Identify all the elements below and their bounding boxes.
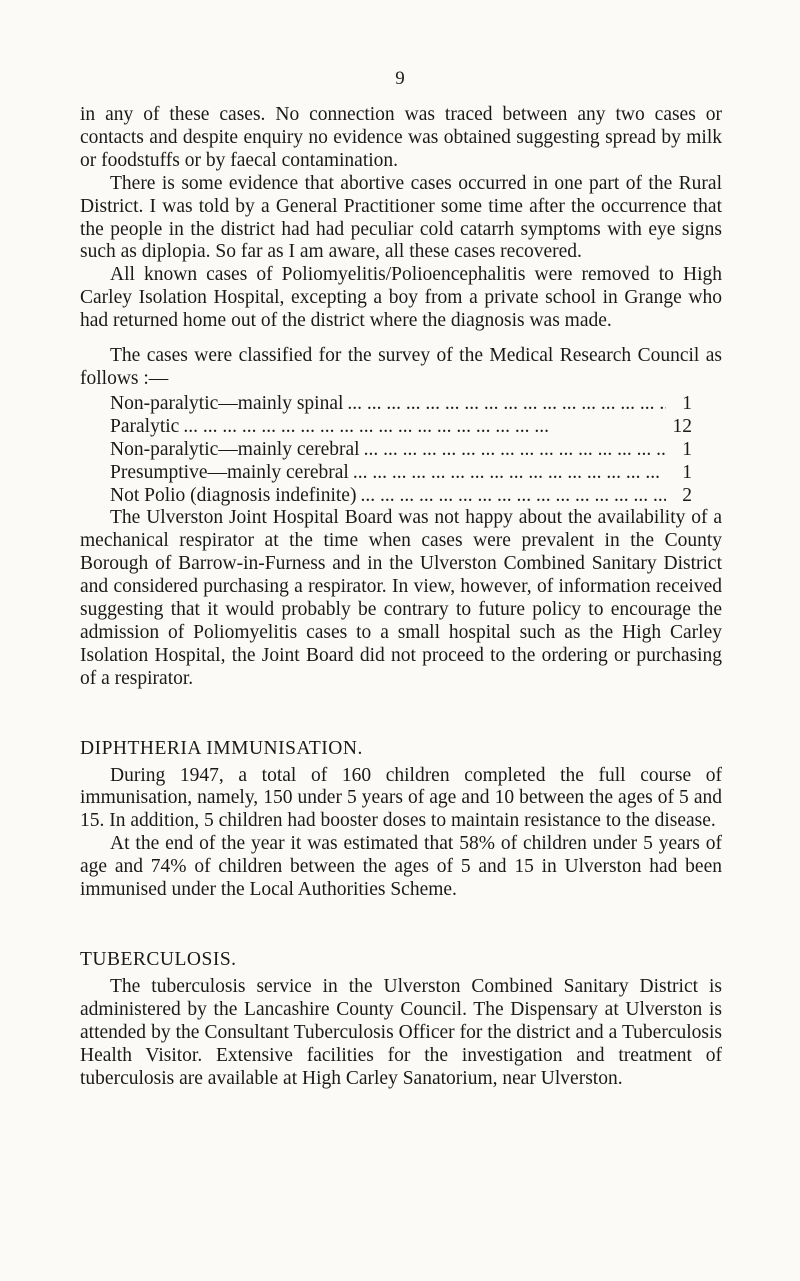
paragraph-abortive-cases: There is some evidence that abortive cases occurred in one part of the Rural District. I was told by a General Practitioner some time after the occurrence that the people in the district had had peculiar cold catarrh symptoms with eye signs such as diplopia. So far as I am aware, all these cases recovered. bbox=[80, 172, 722, 263]
case-row bbox=[110, 439, 692, 462]
case-label: Paralytic bbox=[110, 415, 180, 437]
paragraph-isolation-hospital: All known cases of Poliomyelitis/Polioencephalitis were removed to High Carley Isolation Hospital, excepting a boy from a private school in Grange who had returned home out of the district where the diagnosis was made. bbox=[80, 264, 722, 332]
case-label: Presumptive—mainly cerebral bbox=[110, 461, 349, 483]
paragraph-respirator: The Ulverston Joint Hospital Board was not happy about the availability of a mechanical respirator at the time when cases were prevalent in the County Borough of Barrow-in-Furness and in the Ulverston Combined Sanitary District and considered purchasing a respirator. In view, however, of information received suggesting that it would probably be contrary to future policy to encourage the admission of Poliomyelitis cases to a small hospital such as the High Carley Isolation Hospital, the Joint Board did not proceed to the ordering or purchasing of a respirator. bbox=[80, 507, 722, 689]
case-row bbox=[110, 485, 692, 508]
case-label: Not Polio (diagnosis indefinite) bbox=[110, 484, 357, 506]
page-number: 9 bbox=[395, 68, 405, 89]
case-count: 1 bbox=[682, 461, 692, 483]
dot-leader bbox=[349, 462, 666, 485]
case-label: Non-paralytic—mainly spinal bbox=[110, 392, 344, 414]
case-count: 1 bbox=[682, 438, 692, 460]
dot-leader bbox=[179, 416, 666, 439]
paragraph-diphtheria-1947: During 1947, a total of 160 children completed the full course of immunisation, namely, 150 under 5 years of age and 10 between the ages of 5 and 15. In addition, 5 children had booster doses to maintain resistance to the disease. bbox=[80, 764, 722, 832]
dot-leader bbox=[343, 393, 666, 416]
page-content bbox=[80, 104, 722, 1090]
case-count: 12 bbox=[672, 415, 692, 437]
dot-leader bbox=[360, 439, 666, 462]
paragraph-classification-intro: The cases were classified for the survey of the Medical Research Council as follows :— bbox=[80, 345, 722, 389]
case-count: 1 bbox=[682, 392, 692, 414]
paragraph-tuberculosis-service: The tuberculosis service in the Ulverston Combined Sanitary District is administered by the Lancashire County Council. The Dispensary at Ulverston is attended by the Consultant Tuberculosis Officer for the district and a Tuberculosis Health Visitor. Extensive facilities for the investigation and treatment of tuberculosis are available at High Carley Sanatorium, near Ulverston. bbox=[80, 975, 722, 1089]
paragraph-no-connection: in any of these cases. No connection was traced between any two cases or contacts and despite enquiry no evidence was obtained suggesting spread by milk or foodstuffs or by faecal contamination. bbox=[80, 104, 722, 171]
case-count: 2 bbox=[682, 484, 692, 506]
paragraph-diphtheria-estimate: At the end of the year it was estimated that 58% of children under 5 years of age and 74% of children between the ages of 5 and 15 in Ulverston had been immunised under the Local Authorities Scheme. bbox=[80, 833, 722, 901]
dot-leader bbox=[356, 485, 666, 508]
section-heading-tuberculosis: TUBERCULOSIS. bbox=[80, 949, 237, 970]
section-heading-diphtheria: DIPHTHERIA IMMUNISATION. bbox=[80, 737, 363, 759]
case-row bbox=[110, 416, 692, 439]
case-classification-list bbox=[110, 393, 692, 508]
case-row bbox=[110, 393, 692, 416]
case-row bbox=[110, 462, 692, 485]
case-label: Non-paralytic—mainly cerebral bbox=[110, 438, 360, 460]
